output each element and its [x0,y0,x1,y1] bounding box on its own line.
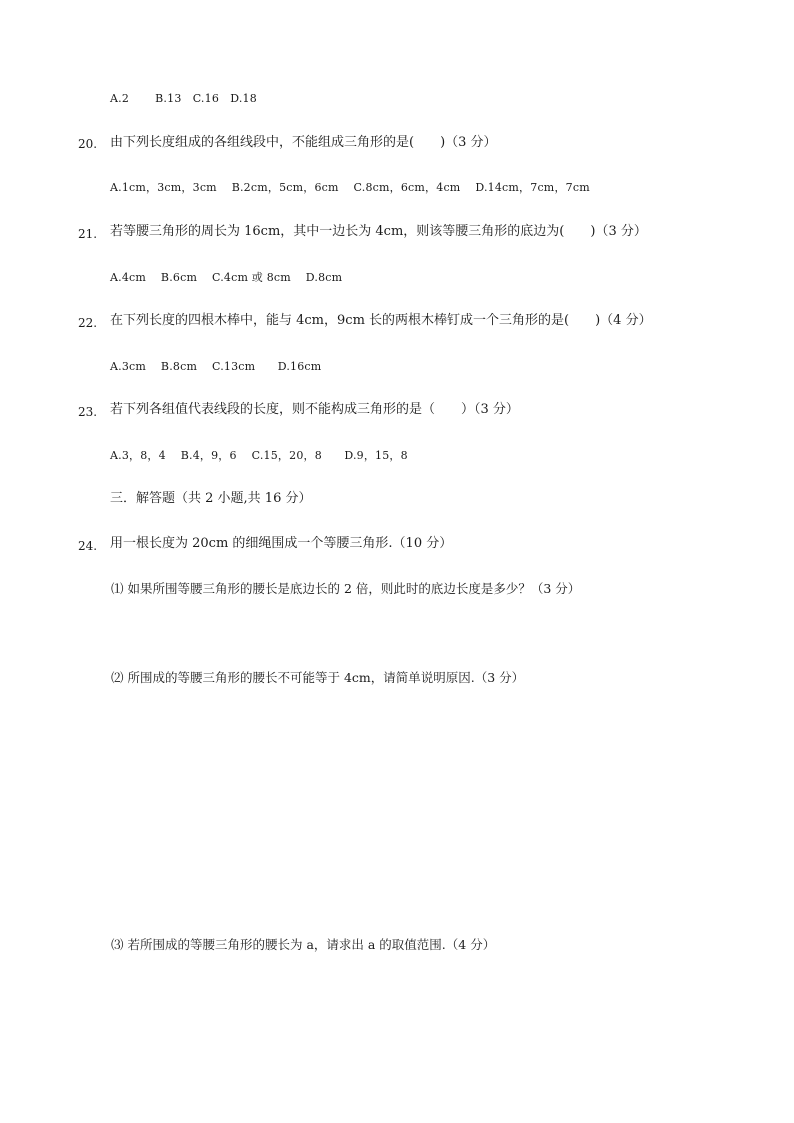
subquestion-2: ⑵ 所围成的等腰三角形的腰长不可能等于 4cm，请简单说明原因.（3 分） [111,670,525,685]
question-text: 若下列各组值代表线段的长度，则不能构成三角形的是（ ）（3 分） [110,402,519,417]
question-number: 20. [78,137,98,151]
question-number: 21. [78,227,98,241]
question-options: A.3，8，4 B.4，9，6 C.15，20，8 D.9，15，8 [110,449,408,462]
question-options: A.3cm B.8cm C.13cm D.16cm [110,360,322,373]
question-number: 24. [78,539,98,553]
question-text: 由下列长度组成的各组线段中，不能组成三角形的是( )（3 分） [110,135,497,150]
question-number: 22. [78,316,98,330]
question-options: A.1cm，3cm，3cm B.2cm，5cm，6cm C.8cm，6cm，4cm D.14cm，7cm，7cm [110,181,590,194]
question-number: 23. [78,405,98,419]
question-text: 用一根长度为 20cm 的细绳围成一个等腰三角形.（10 分） [110,536,453,551]
subquestion-3: ⑶ 若所围成的等腰三角形的腰长为 a，请求出 a 的取值范围.（4 分） [111,937,496,952]
question-options: A.4cm B.6cm C.4cm 或 8cm D.8cm [110,271,343,284]
question-text: 在下列长度的四根木棒中，能与 4cm，9cm 长的两根木棒钉成一个三角形的是( )（4 分） [110,313,652,328]
question-text: 若等腰三角形的周长为 16cm，其中一边长为 4cm，则该等腰三角形的底边为( )（3 分） [110,224,647,239]
subquestion-1: ⑴ 如果所围等腰三角形的腰长是底边长的 2 倍，则此时的底边长度是多少？（3 分） [111,581,581,596]
section-title: 三．解答题（共 2 小题,共 16 分） [110,491,312,506]
q19-options: A.2 B.13 C.16 D.18 [110,92,257,105]
